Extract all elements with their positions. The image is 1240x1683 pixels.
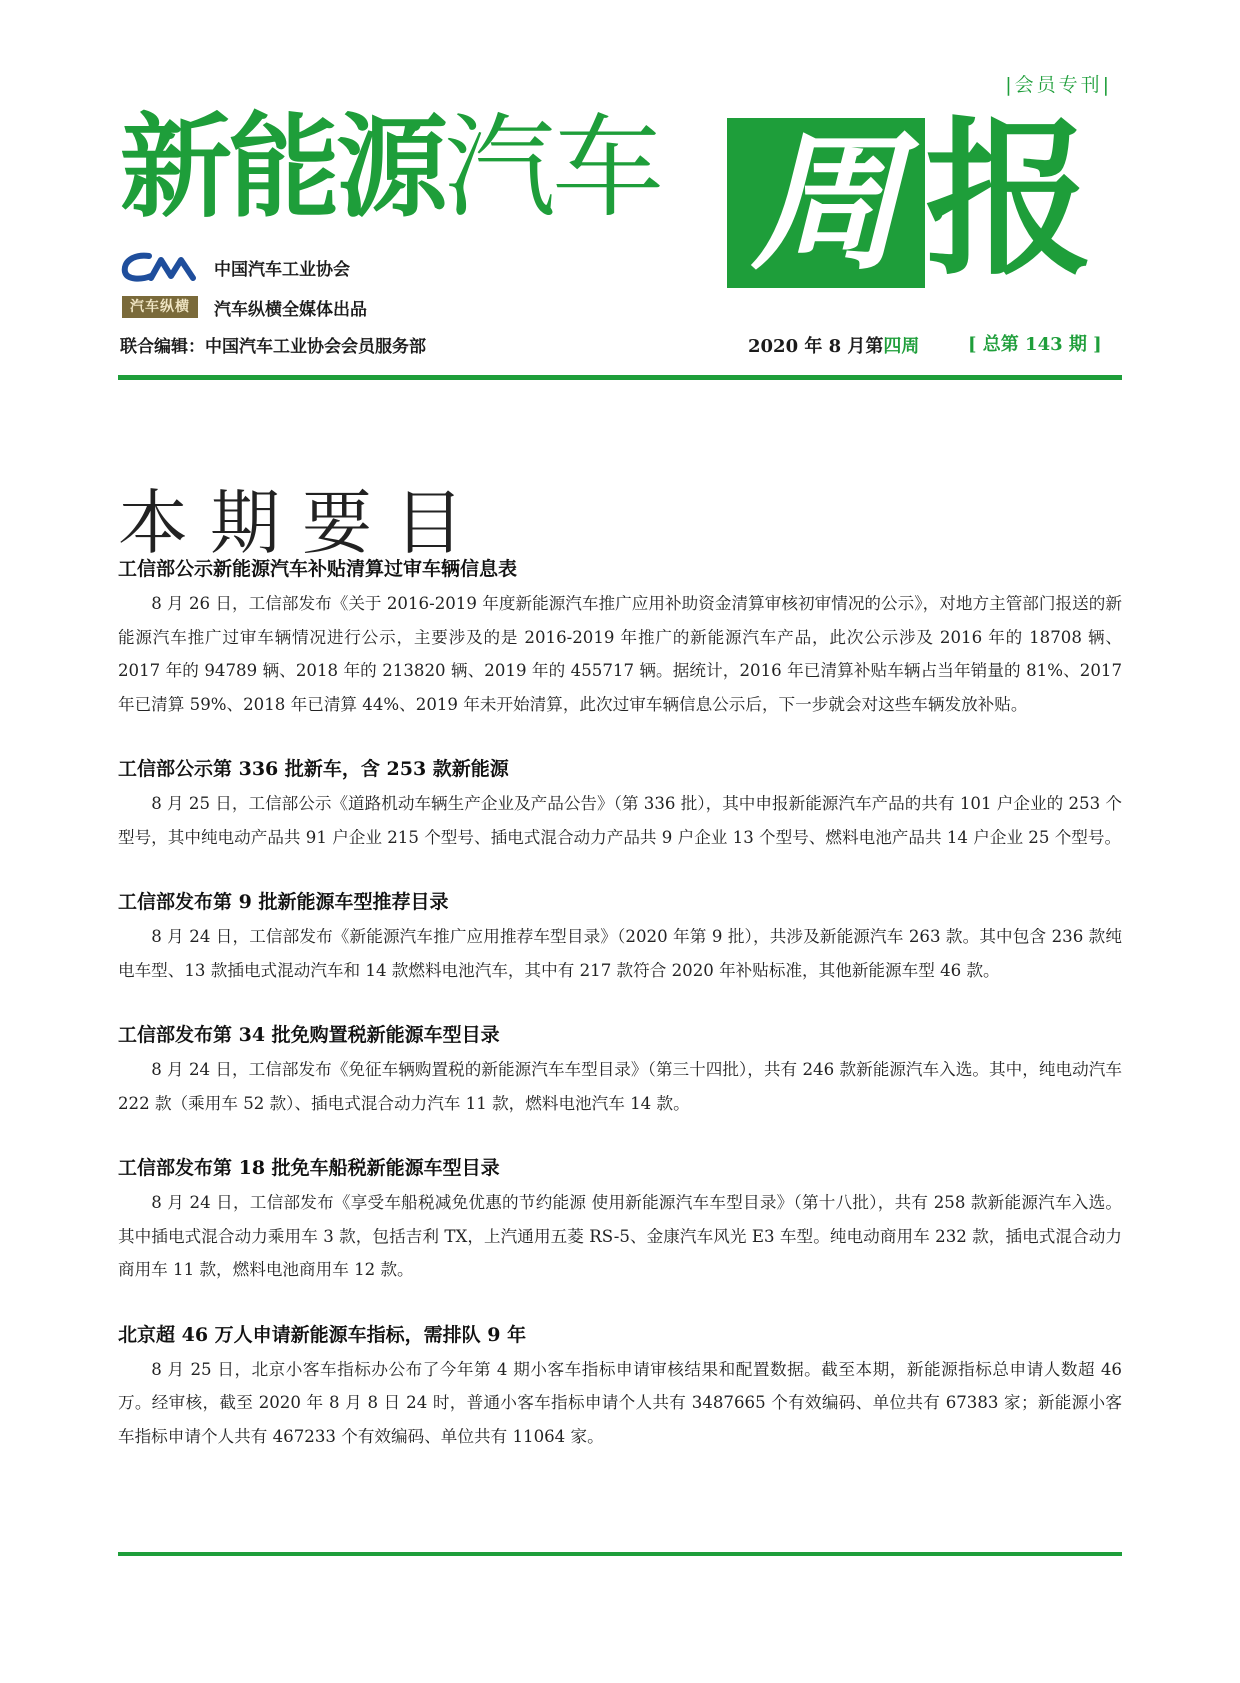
article-item bbox=[118, 555, 1122, 721]
article-item bbox=[118, 888, 1122, 987]
article-body: 8 月 24 日，工信部发布《享受车船税减免优惠的节约能源 使用新能源汽车车型目录》（第十八批），共有 258 款新能源汽车入选。其中插电式混合动力乘用车 3 款，包括吉利 TX，上汽通用五菱 RS-5、金康汽车风光 E3 车型。纯电动商用车 232 款，插电式混合动力商用车 11 款，燃料电池商用车 12 款。 bbox=[118, 1193, 1122, 1279]
caam-logo-icon bbox=[120, 252, 200, 282]
editor-line: 联合编辑：中国汽车工业协会会员服务部 bbox=[120, 337, 426, 357]
article-body: 8 月 24 日，工信部发布《免征车辆购置税的新能源汽车车型目录》（第三十四批），共有 246 款新能源汽车入选。其中，纯电动汽车 222 款（乘用车 52 款）、插电式混合动力汽车 11 款，燃料电池汽车 14 款。 bbox=[118, 1060, 1122, 1113]
article-item bbox=[118, 1021, 1122, 1120]
brand-title-part2: 汽车 bbox=[444, 103, 660, 233]
publisher-row-autoreview bbox=[120, 290, 367, 324]
contents-heading: 本期要目 bbox=[118, 481, 486, 564]
article-body: 8 月 25 日，工信部公示《道路机动车辆生产企业及产品公告》（第 336 批），其中申报新能源汽车产品的共有 101 户企业的 253 个型号，其中纯电动产品共 91 户企业 215 个型号、插电式混合动力产品共 9 户企业 13 个型号、燃料电池产品共 14 户企业 25 个型号。 bbox=[118, 794, 1122, 847]
member-tag: |会员专刊| bbox=[1005, 74, 1112, 96]
article-item bbox=[118, 1154, 1122, 1287]
article-item bbox=[118, 755, 1122, 854]
autoreview-logo-text: 汽车纵横 bbox=[122, 296, 198, 318]
publisher-autoreview: 汽车纵横全媒体出品 bbox=[214, 299, 367, 320]
article-title: 工信部发布第 9 批新能源车型推荐目录 bbox=[118, 891, 449, 913]
article-title: 工信部发布第 18 批免车船税新能源车型目录 bbox=[118, 1157, 500, 1179]
article-body: 8 月 25 日，北京小客车指标办公布了今年第 4 期小客车指标申请审核结果和配置数据。截至本期，新能源指标总申请人数超 46 万。经审核，截至 2020 年 8 月 8 日 24 时，普通小客车指标申请个人共有 3487665 个有效编码、单位共有 67383 家；新能源小客车指标申请个人共有 467233 个有效编码、单位共有 11064 家。 bbox=[118, 1359, 1122, 1446]
autoreview-logo-icon bbox=[120, 292, 200, 322]
top-divider bbox=[118, 375, 1122, 380]
issue-date bbox=[748, 332, 919, 358]
issue-date-week: 四周 bbox=[883, 336, 920, 357]
article-body: 8 月 24 日，工信部发布《新能源汽车推广应用推荐车型目录》（2020 年第 9 批），共涉及新能源汽车 263 款。其中包含 236 款纯电车型、13 款插电式混动汽车和 14 款燃料电池汽车，其中有 217 款符合 2020 年补贴标准，其他新能源车型 46 款。 bbox=[118, 927, 1122, 980]
article-body: 8 月 26 日，工信部发布《关于 2016-2019 年度新能源汽车推广应用补助资金清算审核初审情况的公示》，对地方主管部门报送的新能源汽车推广过审车辆情况进行公示，主要涉及的是 2016-2019 年推广的新能源汽车产品，此次公示涉及 2016 年的 18708 辆、2017 年的 94789 辆、2018 年的 213820 辆、2019 年的 455717 辆。据统计，2016 年已清算补贴车辆占当年销量的 81%、2017 年已清算 59%、2018 年已清算 44%、2019 年未开始清算，此次过审车辆信息公示后，下一步就会对这些车辆发放补贴。 bbox=[118, 594, 1122, 714]
article-title: 北京超 46 万人申请新能源车指标，需排队 9 年 bbox=[118, 1323, 527, 1346]
brand-title bbox=[120, 104, 660, 232]
issue-date-prefix: 2020 年 8 月第 bbox=[748, 336, 884, 357]
bottom-divider bbox=[118, 1552, 1122, 1556]
weekly-bao-text: 报 bbox=[925, 102, 1093, 298]
brand-title-part1: 新能源 bbox=[120, 103, 444, 233]
article-title: 工信部发布第 34 批免购置税新能源车型目录 bbox=[118, 1024, 500, 1046]
article-title: 工信部公示新能源汽车补贴清算过审车辆信息表 bbox=[118, 558, 518, 580]
issue-total: [ 总第 143 期 ] bbox=[968, 334, 1102, 355]
weekly-zhou-box: 周 bbox=[727, 118, 925, 288]
article-item bbox=[118, 1321, 1122, 1454]
publisher-row-caam bbox=[120, 250, 350, 284]
publisher-caam: 中国汽车工业协会 bbox=[214, 259, 350, 280]
article-title: 工信部公示第 336 批新车，含 253 款新能源 bbox=[118, 758, 509, 780]
article-list bbox=[118, 555, 1122, 1487]
